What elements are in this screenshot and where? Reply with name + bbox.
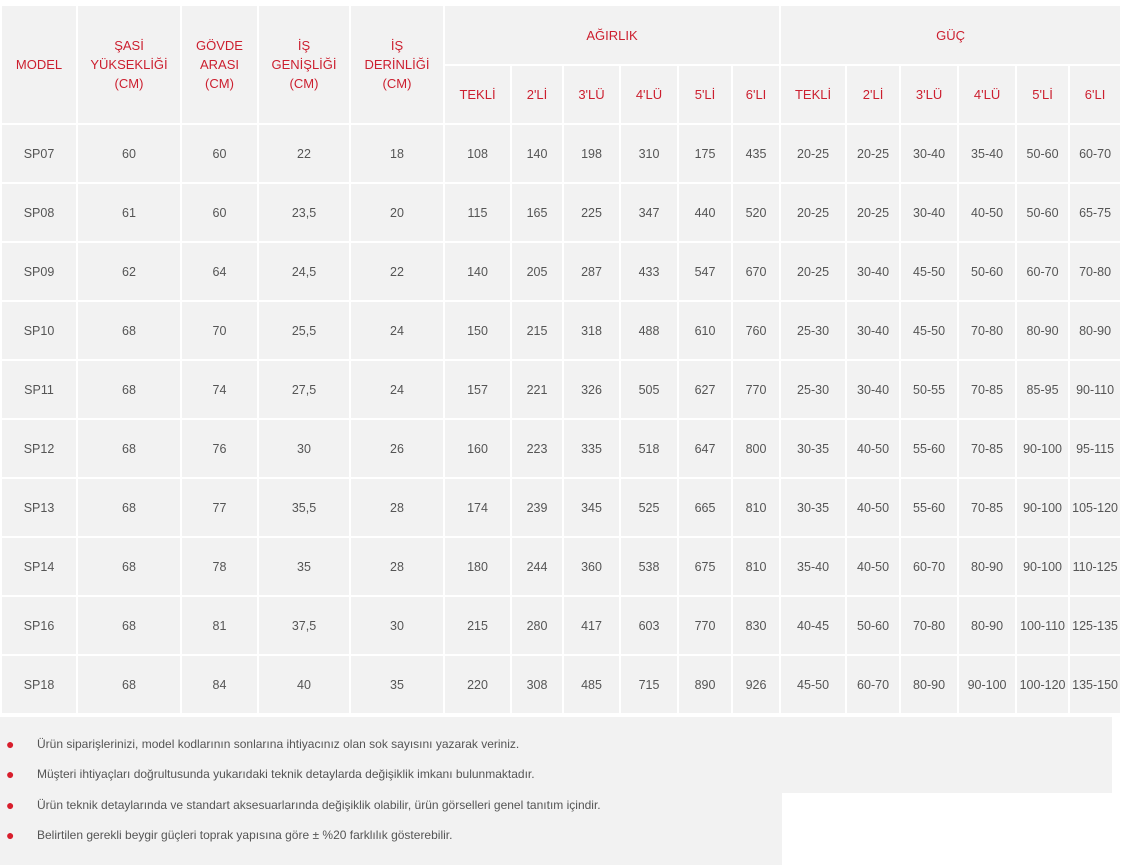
model-cell: SP11	[2, 361, 76, 418]
table-row	[2, 420, 1120, 477]
table-cell: 160	[445, 420, 510, 477]
table-cell: 50-55	[901, 361, 957, 418]
table-cell: 80-90	[959, 597, 1015, 654]
table-cell: 244	[512, 538, 562, 595]
note-text: Müşteri ihtiyaçları doğrultusunda yukarıdaki teknik detaylarda değişiklik imkanı bulunmaktadır.	[37, 767, 535, 781]
subheader-agirlik-1: 2'Lİ	[512, 66, 562, 123]
table-cell: 40-50	[847, 479, 899, 536]
table-cell: 770	[679, 597, 731, 654]
bullet-icon: ●	[6, 797, 15, 813]
table-cell: 520	[733, 184, 779, 241]
table-cell: 70-80	[901, 597, 957, 654]
table-cell: 26	[351, 420, 443, 477]
table-row	[2, 479, 1120, 536]
subheader-agirlik-2: 3'LÜ	[564, 66, 619, 123]
note-text: Ürün siparişlerinizi, model kodlarının sonlarına ihtiyacınız olan sok sayısını yazarak veriniz.	[37, 737, 520, 751]
table-cell: 70-85	[959, 420, 1015, 477]
table-cell: 80-90	[901, 656, 957, 713]
table-cell: 505	[621, 361, 677, 418]
table-cell: 627	[679, 361, 731, 418]
table-row	[2, 243, 1120, 300]
table-cell: 37,5	[259, 597, 349, 654]
table-cell: 810	[733, 479, 779, 536]
table-cell: 45-50	[781, 656, 845, 713]
table-cell: 30-40	[901, 125, 957, 182]
table-cell: 68	[78, 361, 180, 418]
table-cell: 90-100	[1017, 420, 1068, 477]
table-cell: 220	[445, 656, 510, 713]
table-row	[2, 597, 1120, 654]
table-cell: 488	[621, 302, 677, 359]
subheader-guc-5: 6'LI	[1070, 66, 1120, 123]
table-cell: 174	[445, 479, 510, 536]
table-cell: 62	[78, 243, 180, 300]
table-cell: 180	[445, 538, 510, 595]
subheader-guc-2: 3'LÜ	[901, 66, 957, 123]
table-cell: 800	[733, 420, 779, 477]
table-cell: 675	[679, 538, 731, 595]
table-cell: 100-120	[1017, 656, 1068, 713]
table-cell: 30-35	[781, 420, 845, 477]
table-cell: 830	[733, 597, 779, 654]
table-cell: 68	[78, 479, 180, 536]
table-cell: 50-60	[847, 597, 899, 654]
table-body	[2, 125, 1120, 713]
header-is-genisligi: İŞ GENİŞLİĞİ (CM)	[259, 6, 349, 123]
table-cell: 770	[733, 361, 779, 418]
table-cell: 603	[621, 597, 677, 654]
table-cell: 287	[564, 243, 619, 300]
bullet-icon: ●	[6, 766, 15, 782]
model-cell: SP12	[2, 420, 76, 477]
table-cell: 25-30	[781, 361, 845, 418]
table-cell: 40	[259, 656, 349, 713]
model-cell: SP13	[2, 479, 76, 536]
table-cell: 68	[78, 420, 180, 477]
table-cell: 70-80	[959, 302, 1015, 359]
table-cell: 30-40	[901, 184, 957, 241]
table-cell: 24,5	[259, 243, 349, 300]
table-cell: 20-25	[847, 184, 899, 241]
table-row	[2, 125, 1120, 182]
table-cell: 24	[351, 302, 443, 359]
table-cell: 80-90	[1017, 302, 1068, 359]
table-cell: 70-80	[1070, 243, 1120, 300]
table-row	[2, 302, 1120, 359]
table-cell: 50-60	[1017, 125, 1068, 182]
table-cell: 926	[733, 656, 779, 713]
table-cell: 25,5	[259, 302, 349, 359]
note-item	[6, 764, 535, 784]
table-cell: 22	[351, 243, 443, 300]
table-cell: 40-45	[781, 597, 845, 654]
table-cell: 810	[733, 538, 779, 595]
table-cell: 80-90	[1070, 302, 1120, 359]
table-cell: 335	[564, 420, 619, 477]
model-cell: SP10	[2, 302, 76, 359]
table-cell: 35-40	[959, 125, 1015, 182]
table-cell: 45-50	[901, 302, 957, 359]
table-cell: 22	[259, 125, 349, 182]
table-cell: 40-50	[847, 420, 899, 477]
table-cell: 518	[621, 420, 677, 477]
model-cell: SP08	[2, 184, 76, 241]
subheader-agirlik-0: TEKLİ	[445, 66, 510, 123]
table-cell: 50-60	[1017, 184, 1068, 241]
table-row	[2, 538, 1120, 595]
table-cell: 70-85	[959, 361, 1015, 418]
note-item	[6, 795, 601, 815]
table-cell: 30-35	[781, 479, 845, 536]
header-is-derinligi: İŞ DERİNLİĞİ (CM)	[351, 6, 443, 123]
subheader-guc-3: 4'LÜ	[959, 66, 1015, 123]
table-cell: 30-40	[847, 361, 899, 418]
table-cell: 205	[512, 243, 562, 300]
table-cell: 326	[564, 361, 619, 418]
table-cell: 30-40	[847, 302, 899, 359]
table-cell: 417	[564, 597, 619, 654]
table-cell: 35	[259, 538, 349, 595]
subheader-guc-1: 2'Lİ	[847, 66, 899, 123]
table-cell: 35-40	[781, 538, 845, 595]
table-cell: 76	[182, 420, 257, 477]
table-cell: 55-60	[901, 420, 957, 477]
table-cell: 25-30	[781, 302, 845, 359]
table-cell: 665	[679, 479, 731, 536]
table-cell: 198	[564, 125, 619, 182]
table-cell: 433	[621, 243, 677, 300]
table-cell: 70-85	[959, 479, 1015, 536]
table-cell: 760	[733, 302, 779, 359]
table-cell: 347	[621, 184, 677, 241]
table-cell: 28	[351, 538, 443, 595]
spec-table	[0, 4, 1122, 715]
table-cell: 20-25	[781, 125, 845, 182]
note-item	[6, 734, 519, 754]
bullet-icon: ●	[6, 827, 15, 843]
table-cell: 60-70	[1070, 125, 1120, 182]
table-cell: 215	[512, 302, 562, 359]
table-cell: 647	[679, 420, 731, 477]
table-cell: 547	[679, 243, 731, 300]
note-text: Ürün teknik detaylarında ve standart aksesuarlarında değişiklik olabilir, ürün görselleri genel tanıtım içindir.	[37, 798, 601, 812]
model-cell: SP18	[2, 656, 76, 713]
table-cell: 157	[445, 361, 510, 418]
table-cell: 50-60	[959, 243, 1015, 300]
table-cell: 68	[78, 538, 180, 595]
table-cell: 30-40	[847, 243, 899, 300]
table-cell: 221	[512, 361, 562, 418]
bullet-icon: ●	[6, 736, 15, 752]
table-cell: 20-25	[847, 125, 899, 182]
table-cell: 318	[564, 302, 619, 359]
table-cell: 525	[621, 479, 677, 536]
table-cell: 61	[78, 184, 180, 241]
table-cell: 81	[182, 597, 257, 654]
table-cell: 485	[564, 656, 619, 713]
table-cell: 140	[512, 125, 562, 182]
table-cell: 80-90	[959, 538, 1015, 595]
table-cell: 74	[182, 361, 257, 418]
table-cell: 108	[445, 125, 510, 182]
table-cell: 24	[351, 361, 443, 418]
table-cell: 670	[733, 243, 779, 300]
header-govde-arasi: GÖVDE ARASI (CM)	[182, 6, 257, 123]
header-guc: GÜÇ	[781, 6, 1120, 64]
table-cell: 150	[445, 302, 510, 359]
note-item	[6, 825, 452, 845]
table-cell: 20-25	[781, 184, 845, 241]
table-cell: 90-100	[1017, 479, 1068, 536]
table-cell: 78	[182, 538, 257, 595]
table-row	[2, 656, 1120, 713]
table-cell: 90-110	[1070, 361, 1120, 418]
table-cell: 77	[182, 479, 257, 536]
table-cell: 538	[621, 538, 677, 595]
table-cell: 175	[679, 125, 731, 182]
table-cell: 65-75	[1070, 184, 1120, 241]
table-cell: 30	[259, 420, 349, 477]
table-cell: 90-100	[959, 656, 1015, 713]
table-cell: 440	[679, 184, 731, 241]
table-cell: 60-70	[1017, 243, 1068, 300]
model-cell: SP16	[2, 597, 76, 654]
table-cell: 215	[445, 597, 510, 654]
table-cell: 28	[351, 479, 443, 536]
table-cell: 345	[564, 479, 619, 536]
table-cell: 60-70	[901, 538, 957, 595]
table-cell: 64	[182, 243, 257, 300]
table-cell: 27,5	[259, 361, 349, 418]
table-cell: 70	[182, 302, 257, 359]
table-cell: 135-150	[1070, 656, 1120, 713]
table-cell: 125-135	[1070, 597, 1120, 654]
table-cell: 90-100	[1017, 538, 1068, 595]
table-cell: 435	[733, 125, 779, 182]
table-cell: 223	[512, 420, 562, 477]
table-cell: 280	[512, 597, 562, 654]
table-cell: 225	[564, 184, 619, 241]
table-cell: 45-50	[901, 243, 957, 300]
table-cell: 715	[621, 656, 677, 713]
table-cell: 23,5	[259, 184, 349, 241]
table-cell: 60	[78, 125, 180, 182]
table-cell: 140	[445, 243, 510, 300]
model-cell: SP07	[2, 125, 76, 182]
table-cell: 30	[351, 597, 443, 654]
table-cell: 105-120	[1070, 479, 1120, 536]
table-cell: 40-50	[847, 538, 899, 595]
table-cell: 60	[182, 184, 257, 241]
table-cell: 40-50	[959, 184, 1015, 241]
table-cell: 20	[351, 184, 443, 241]
table-cell: 84	[182, 656, 257, 713]
table-cell: 20-25	[781, 243, 845, 300]
subheader-guc-0: TEKLİ	[781, 66, 845, 123]
note-text: Belirtilen gerekli beygir güçleri toprak yapısına göre ± %20 farklılık gösterebilir.	[37, 828, 453, 842]
table-cell: 95-115	[1070, 420, 1120, 477]
table-cell: 85-95	[1017, 361, 1068, 418]
header-sasi-yuksekligi: ŞASİ YÜKSEKLİĞİ (CM)	[78, 6, 180, 123]
table-cell: 239	[512, 479, 562, 536]
subheader-agirlik-3: 4'LÜ	[621, 66, 677, 123]
table-cell: 18	[351, 125, 443, 182]
table-cell: 35,5	[259, 479, 349, 536]
table-cell: 60	[182, 125, 257, 182]
table-row	[2, 184, 1120, 241]
table-cell: 310	[621, 125, 677, 182]
model-cell: SP14	[2, 538, 76, 595]
subheader-agirlik-4: 5'Lİ	[679, 66, 731, 123]
table-cell: 68	[78, 302, 180, 359]
table-cell: 165	[512, 184, 562, 241]
table-cell: 610	[679, 302, 731, 359]
table-cell: 308	[512, 656, 562, 713]
table-cell: 360	[564, 538, 619, 595]
table-cell: 115	[445, 184, 510, 241]
header-model: MODEL	[2, 6, 76, 123]
table-cell: 890	[679, 656, 731, 713]
table-cell: 68	[78, 656, 180, 713]
table-cell: 35	[351, 656, 443, 713]
subheader-agirlik-5: 6'LI	[733, 66, 779, 123]
subheader-guc-4: 5'Lİ	[1017, 66, 1068, 123]
table-row	[2, 361, 1120, 418]
table-cell: 100-110	[1017, 597, 1068, 654]
header-agirlik: AĞIRLIK	[445, 6, 779, 64]
model-cell: SP09	[2, 243, 76, 300]
table-cell: 60-70	[847, 656, 899, 713]
table-cell: 110-125	[1070, 538, 1120, 595]
table-cell: 55-60	[901, 479, 957, 536]
table-cell: 68	[78, 597, 180, 654]
